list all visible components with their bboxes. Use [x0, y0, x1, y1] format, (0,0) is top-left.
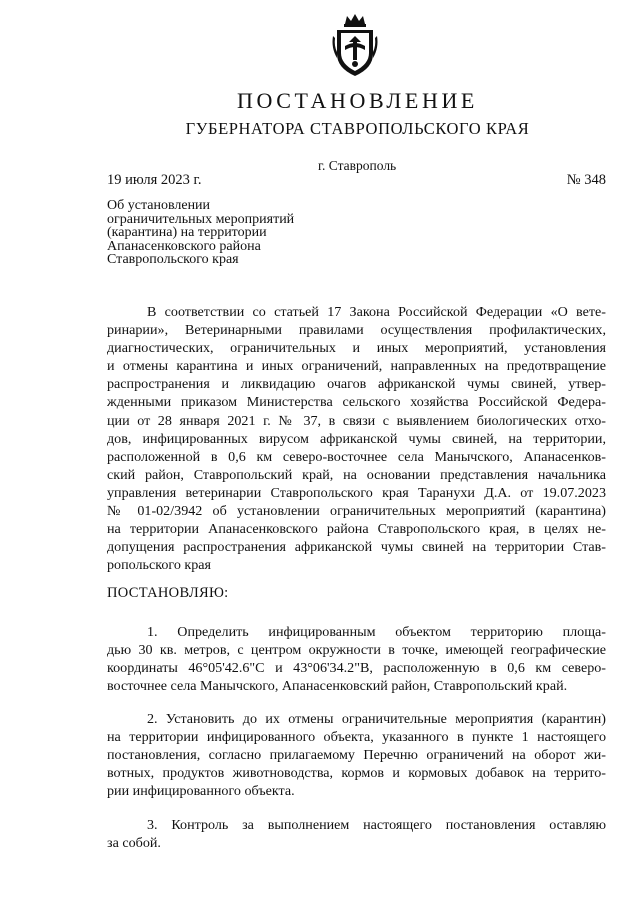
item-2-paragraph	[107, 710, 606, 800]
preamble-paragraph	[107, 303, 606, 574]
preamble-line: № 01-02/3942 об установлении ограничительных мероприятий (карантина)	[107, 503, 606, 520]
preamble-line: допущения распространения африканской чумы свиней на территории Став-	[107, 539, 606, 556]
preamble-line: В соответствии со статьей 17 Закона Российской Федерации «О вете-	[147, 304, 606, 320]
subject-line: (карантина) на территории	[107, 225, 267, 241]
subject-line: ограничительных мероприятий	[107, 211, 295, 227]
item-line: рии инфицированного объекта.	[107, 783, 295, 800]
document-title: ПОСТАНОВЛЕНИЕ	[237, 88, 478, 113]
subject-line: Об установлении	[107, 198, 211, 213]
preamble-line: жденными приказом Министерства сельского хозяйства Российской Федера-	[107, 394, 606, 411]
preamble-line: и отмены карантина и иных ограничений, направленных на предотвращение	[107, 358, 606, 375]
document-subject	[107, 199, 407, 267]
preamble-line: распространения и ликвидацию очагов африканской чумы свиней, утвер-	[107, 376, 606, 393]
preamble-line: ропольского края	[107, 557, 212, 574]
preamble-line: ции от 28 января 2021 г. № 37, в связи с выявлением биологических отхо-	[107, 412, 606, 429]
item-line: 2. Установить до их отмены ограничительные мероприятия (карантин)	[147, 711, 606, 727]
preamble-line: на территории Апанасенковского района Ставропольского края, в целях не-	[107, 521, 606, 538]
preamble-line: ский район, Ставропольский край, на основании представления начальника	[107, 466, 606, 483]
preamble-line: диагностических, ограничительных и иных мероприятий, установления	[107, 340, 606, 357]
document-date: 19 июля 2023 г.	[107, 172, 202, 188]
preamble-line: ринарии», Ветеринарными правилами осуществления профилактических,	[107, 322, 606, 339]
item-line: постановления, согласно прилагаемому Перечню ограничений на оборот жи-	[107, 747, 606, 764]
item-3-paragraph	[107, 816, 606, 852]
item-line: дью 30 кв. метров, с центром окружности в точке, имеющей географические	[107, 642, 606, 659]
decree-word: ПОСТАНОВЛЯЮ:	[107, 585, 229, 601]
subject-line: Апанасенковского района	[107, 238, 261, 254]
item-line: на территории инфицированного объекта, указанного в пункте 1 настоящего	[107, 729, 606, 746]
preamble-line: управления ветеринарии Ставропольского края Таранухи Д.А. от 19.07.2023	[107, 484, 606, 501]
preamble-line: расположенной в 0,6 км северо-восточнее села Манычского, Апанасенков-	[107, 448, 606, 465]
item-1-paragraph	[107, 623, 606, 695]
item-line: 1. Определить инфицированным объектом территорию площа-	[147, 624, 606, 640]
document-place: г. Ставрополь	[318, 158, 397, 173]
item-line: вотных, продуктов животноводства, кормов и кормовых добавок на террито-	[107, 765, 606, 782]
document-number: № 348	[566, 172, 606, 188]
coat-of-arms-emblem-icon	[331, 12, 379, 80]
document-subtitle: ГУБЕРНАТОРА СТАВРОПОЛЬСКОГО КРАЯ	[185, 119, 530, 138]
item-line: 3. Контроль за выполнением настоящего постановления оставляю	[147, 817, 606, 833]
item-line: за собой.	[107, 835, 161, 852]
item-line: восточнее села Манычского, Апанасенковский район, Ставропольский край.	[107, 678, 568, 695]
subject-line: Ставропольского края	[107, 252, 239, 268]
preamble-line: дов, инфицированных вирусом африканской чумы свиней, на территории,	[107, 430, 606, 447]
item-line: координаты 46°05'42.6"С и 43°06'34.2"В, расположенную в 0,6 км северо-	[107, 660, 606, 677]
